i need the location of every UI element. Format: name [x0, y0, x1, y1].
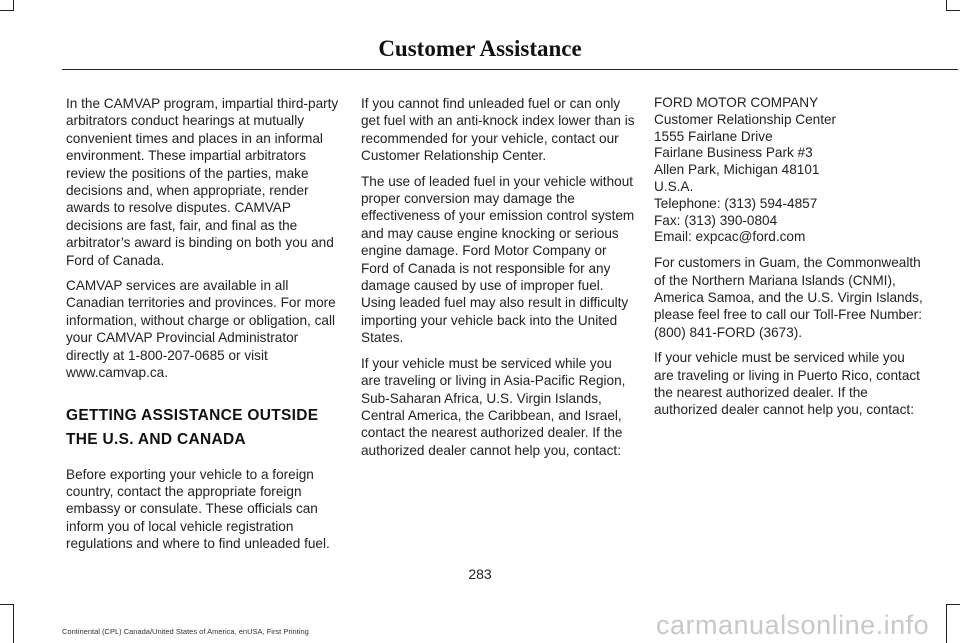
- watermark: carmanualsonline.info: [656, 610, 930, 640]
- page-number: 283: [468, 566, 492, 582]
- puerto-rico-paragraph: If your vehicle must be serviced while you are traveling or living in Puerto Rico, contact the nearest authorized dealer. If the authorized dealer cannot help you, contact:: [654, 350, 920, 418]
- address-line: FORD MOTOR COMPANY: [654, 95, 819, 110]
- address-line: 1555 Fairlane Drive: [654, 128, 773, 144]
- column-3: [654, 95, 928, 427]
- section-heading-line-2: THE U.S. AND CANADA: [66, 430, 246, 448]
- address-line: Customer Relationship Center: [654, 111, 837, 127]
- telephone-line: Telephone: (313) 594-4857: [654, 195, 818, 211]
- header-rule: [62, 69, 958, 70]
- address-line: U.S.A.: [654, 178, 694, 194]
- crop-mark-bottom-left-h: [0, 604, 14, 605]
- camvap-arbitration-paragraph: In the CAMVAP program, impartial third-party arbitrators conduct hearings at mutually convenient times and places in an informal environment. These impartial arbitrators review the positions of the parties, make decisions and, when appropriate, render awards to resolve disputes. CAMVAP decisions are fast, fair, and final as the arbitrator’s award is binding on both you and Ford of Canada.: [66, 96, 339, 268]
- crop-mark-top-left-h: [0, 10, 14, 11]
- exporting-paragraph: Before exporting your vehicle to a foreign country, contact the appropriate foreign embassy or consulate. These officials can inform you of local vehicle registration regulations and where to find unleaded fuel.: [66, 466, 330, 552]
- email-line: Email: expcac@ford.com: [654, 229, 806, 245]
- address-line: Fairlane Business Park #3: [654, 145, 813, 161]
- camvap-services-paragraph: CAMVAP services are available in all Canadian territories and provinces. For more information, without charge or obligation, call your CAMVAP Provincial Administrator directly at 1-800-207-0685 or visit www.camvap.ca.: [66, 278, 336, 381]
- crop-mark-top-right-v: [946, 0, 947, 11]
- footer-edition-text: Continental (CPL) Canada/United States of America, enUSA, First Printing: [62, 627, 309, 636]
- address-line: Allen Park, Michigan 48101: [654, 162, 820, 178]
- crop-mark-top-right-h: [946, 10, 960, 11]
- column-2: [361, 95, 635, 467]
- crop-mark-bottom-right-h: [946, 604, 960, 605]
- crop-mark-bottom-right-v: [946, 604, 947, 643]
- column-1: [66, 95, 340, 561]
- section-heading-line-1: GETTING ASSISTANCE OUTSIDE: [66, 406, 319, 424]
- crop-mark-top-left-v: [13, 0, 14, 11]
- page-title: Customer Assistance: [378, 36, 582, 61]
- unleaded-fuel-paragraph: If you cannot find unleaded fuel or can only get fuel with an anti-knock index lower than is recommended for your vehicle, contact our Customer Relationship Center.: [361, 96, 635, 164]
- crop-mark-bottom-left-v: [13, 604, 14, 643]
- guam-customers-paragraph: For customers in Guam, the Commonwealth of the Northern Mariana Islands (CNMI), America Samoa, and the U.S. Virgin Islands, please feel free to call our Toll-Free Number: (800) 841-FORD (3673).: [654, 255, 923, 340]
- leaded-fuel-paragraph: The use of leaded fuel in your vehicle without proper conversion may damage the effectiveness of your emission control system and may cause engine knocking or serious engine damage. Ford Motor Company or Ford of Canada is not responsible for any damage caused by use of improper fuel. Using leaded fuel may also result in difficulty importing your vehicle back into the United States.: [361, 173, 635, 346]
- section-heading: [66, 404, 340, 452]
- servicing-abroad-paragraph: If your vehicle must be serviced while you are traveling or living in Asia-Pacific Region, Sub-Saharan Africa, U.S. Virgin Islands, Central America, the Caribbean, and Israel, contact the nearest authorized dealer. If the authorized dealer cannot help you, contact:: [361, 355, 626, 458]
- contact-address-block: [654, 95, 928, 246]
- fax-line: Fax: (313) 390-0804: [654, 212, 778, 228]
